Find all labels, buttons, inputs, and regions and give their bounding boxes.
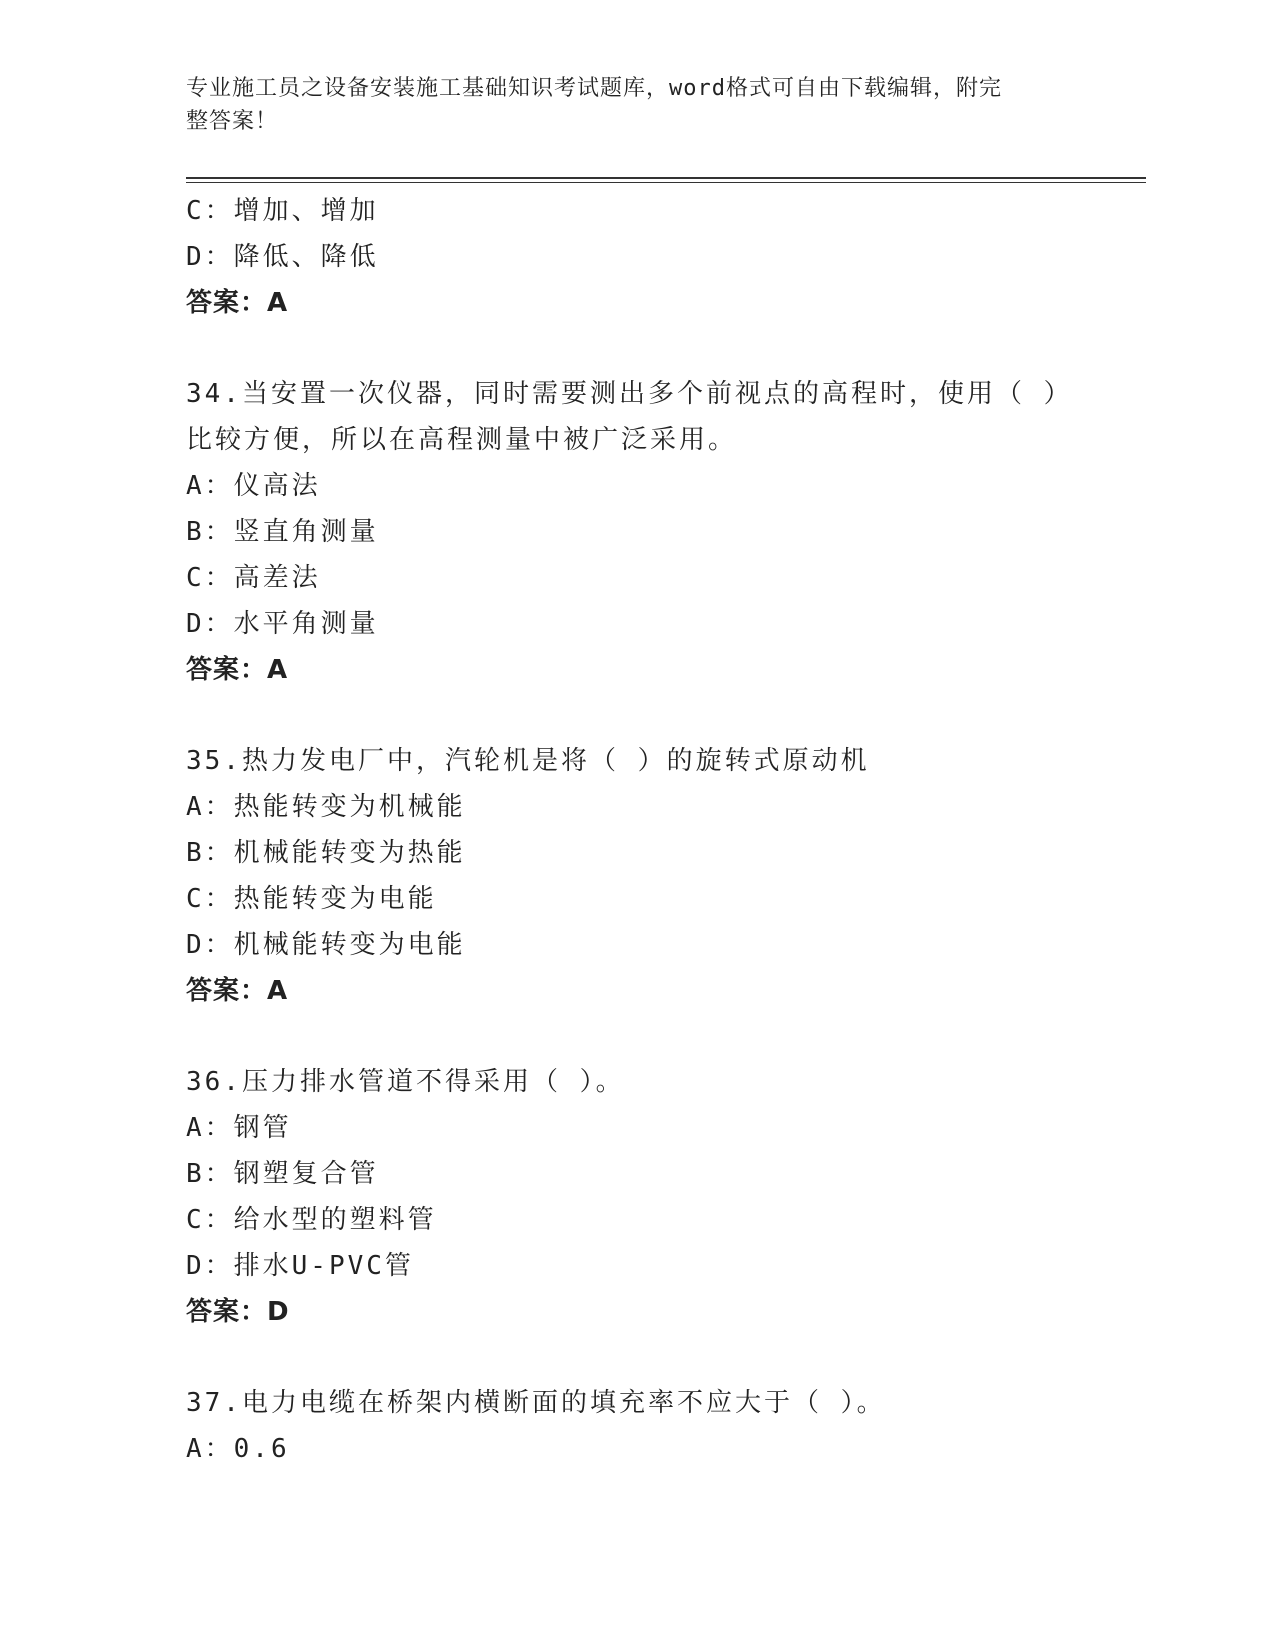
- answer-line: 答案：A: [186, 976, 289, 1006]
- option-d: D：降低、降低: [186, 242, 379, 272]
- header-divider-thick: [186, 177, 1146, 179]
- option-a: A：仪高法: [186, 471, 321, 501]
- question-35: [186, 738, 1086, 1014]
- option-c: C：增加、增加: [186, 196, 379, 226]
- header-divider-thin: [186, 182, 1146, 183]
- question-stem: 35.热力发电厂中，汽轮机是将（ ）的旋转式原动机: [186, 746, 870, 776]
- answer-line: 答案：A: [186, 655, 289, 685]
- option-b: B：机械能转变为热能: [186, 838, 466, 868]
- question-34: [186, 371, 1086, 693]
- option-d: D：排水U-PVC管: [186, 1251, 414, 1281]
- option-c: C：高差法: [186, 563, 321, 593]
- option-b: B：竖直角测量: [186, 517, 379, 547]
- document-header: [186, 72, 1066, 138]
- question-37: [186, 1380, 1086, 1472]
- option-c: C：热能转变为电能: [186, 884, 437, 914]
- option-a: A：钢管: [186, 1113, 292, 1143]
- question-36: [186, 1059, 1086, 1335]
- spacer: [186, 693, 1086, 738]
- spacer: [186, 1335, 1086, 1380]
- question-stem: 36.压力排水管道不得采用（ ）。: [186, 1067, 625, 1097]
- option-a: A：0.6: [186, 1434, 290, 1464]
- question-stem: 34.当安置一次仪器，同时需要测出多个前视点的高程时，使用（ ）: [186, 379, 1073, 409]
- question-stem-continued: 比较方便，所以在高程测量中被广泛采用。: [186, 425, 738, 455]
- question-list: [186, 188, 1086, 1472]
- option-c: C：给水型的塑料管: [186, 1205, 437, 1235]
- spacer: [186, 1014, 1086, 1059]
- header-line-2: 整答案！: [186, 109, 279, 134]
- header-line-1: 专业施工员之设备安装施工基础知识考试题库，word格式可自由下载编辑，附完: [186, 76, 1002, 101]
- question-stem: 37.电力电缆在桥架内横断面的填充率不应大于（ ）。: [186, 1388, 886, 1418]
- option-b: B：钢塑复合管: [186, 1159, 379, 1189]
- question-33-tail: [186, 188, 1086, 326]
- option-d: D：水平角测量: [186, 609, 379, 639]
- spacer: [186, 326, 1086, 371]
- answer-line: 答案：D: [186, 1297, 290, 1327]
- option-a: A：热能转变为机械能: [186, 792, 466, 822]
- answer-line: 答案：A: [186, 288, 289, 318]
- option-d: D：机械能转变为电能: [186, 930, 466, 960]
